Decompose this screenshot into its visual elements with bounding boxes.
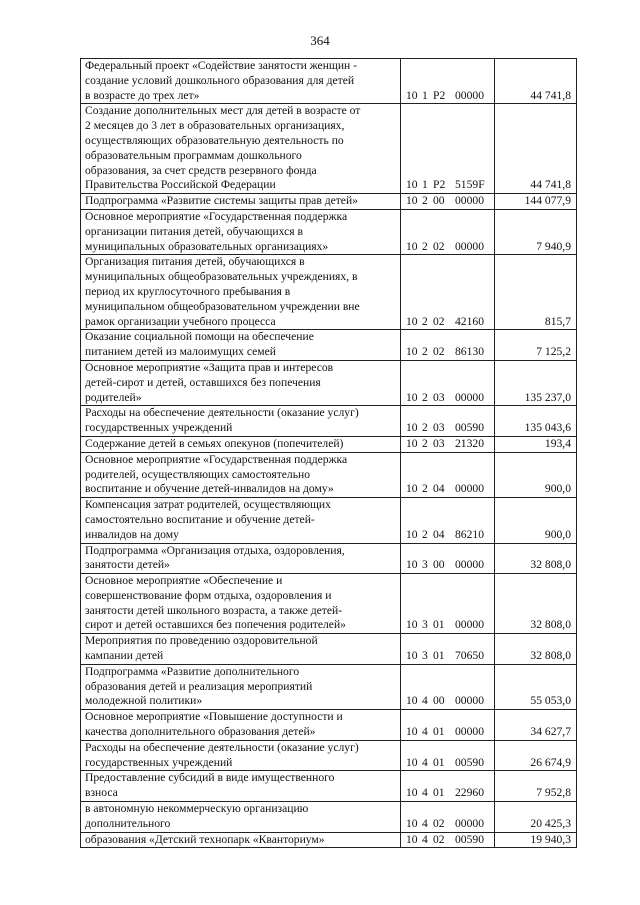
code-part: 01 <box>433 649 445 663</box>
code-part: 70650 <box>455 649 484 663</box>
table-row <box>81 802 577 833</box>
row-name: Содержание детей в семьях опекунов (попечителей) <box>81 436 401 452</box>
code-part: 10 <box>406 345 418 359</box>
code-part: 00000 <box>455 88 484 102</box>
row-code <box>401 436 495 452</box>
code-part: 04 <box>433 482 445 496</box>
code-part: 2 <box>422 527 428 541</box>
table-row <box>81 194 577 210</box>
code-part: 03 <box>433 421 445 435</box>
code-part: 02 <box>433 239 445 253</box>
table-row <box>81 406 577 437</box>
row-code <box>401 194 495 210</box>
code-part: 00000 <box>455 194 484 208</box>
code-part: P2 <box>433 88 446 102</box>
code-part: 4 <box>422 832 428 846</box>
row-name: Организация питания детей, обучающихся в муниципальных общеобразовательных учреждениях, в период их круглосуточного пребывания в муниципальном общеобразовательном учреждении вне рамок организации учебного процесса <box>81 255 401 330</box>
code-part: 00 <box>433 194 445 208</box>
table-row <box>81 710 577 741</box>
code-part: 10 <box>406 239 418 253</box>
row-name: Предоставление субсидий в виде имущественного взноса <box>81 771 401 802</box>
code-part: 00590 <box>455 832 484 846</box>
table-row <box>81 771 577 802</box>
row-name: Компенсация затрат родителей, осуществляющих самостоятельно воспитание и обучение детей- инвалидов на дому <box>81 498 401 543</box>
code-part: 10 <box>406 482 418 496</box>
table-row <box>81 543 577 574</box>
row-code <box>401 209 495 254</box>
code-part: 5159F <box>455 178 485 192</box>
row-name: образования «Детский технопарк «Кванториум» <box>81 832 401 848</box>
row-name: Расходы на обеспечение деятельности (оказание услуг) государственных учреждений <box>81 406 401 437</box>
table-row <box>81 574 577 634</box>
code-part: 10 <box>406 178 418 192</box>
code-part: 10 <box>406 649 418 663</box>
code-part: 00000 <box>455 558 484 572</box>
code-part: 00000 <box>455 482 484 496</box>
row-amount: 34 627,7 <box>495 710 577 741</box>
code-part: 2 <box>422 482 428 496</box>
row-code <box>401 59 495 104</box>
row-amount: 135 237,0 <box>495 360 577 405</box>
row-amount: 900,0 <box>495 452 577 497</box>
table-row <box>81 330 577 361</box>
row-amount: 44 741,8 <box>495 59 577 104</box>
row-code <box>401 710 495 741</box>
row-name: Создание дополнительных мест для детей в возрасте от 2 месяцев до 3 лет в образовательных организациях, осуществляющих образовательную деятельность по образовательным программам дошкольного образования, за счет средств резервного фонда Правительства Российской Федерации <box>81 104 401 194</box>
row-amount: 32 808,0 <box>495 574 577 634</box>
row-amount: 55 053,0 <box>495 664 577 709</box>
row-code <box>401 771 495 802</box>
code-part: 4 <box>422 816 428 830</box>
row-amount: 20 425,3 <box>495 802 577 833</box>
row-name: Расходы на обеспечение деятельности (оказание услуг) государственных учреждений <box>81 740 401 771</box>
code-part: 2 <box>422 194 428 208</box>
table-row <box>81 664 577 709</box>
code-part: 00000 <box>455 725 484 739</box>
code-part: 00590 <box>455 755 484 769</box>
code-part: 2 <box>422 345 428 359</box>
budget-table <box>80 58 577 848</box>
row-amount: 7 952,8 <box>495 771 577 802</box>
row-name: Подпрограмма «Развитие системы защиты прав детей» <box>81 194 401 210</box>
code-part: 00000 <box>455 390 484 404</box>
code-part: 02 <box>433 832 445 846</box>
row-code <box>401 452 495 497</box>
row-name: Мероприятия по проведению оздоровительной кампании детей <box>81 634 401 665</box>
row-code <box>401 574 495 634</box>
row-name: Подпрограмма «Развитие дополнительного образования детей и реализация мероприятий молодежной политики» <box>81 664 401 709</box>
row-name: Основное мероприятие «Повышение доступности и качества дополнительного образования детей» <box>81 710 401 741</box>
code-part: 2 <box>422 239 428 253</box>
row-name: Оказание социальной помощи на обеспечение питанием детей из малоимущих семей <box>81 330 401 361</box>
code-part: 4 <box>422 694 428 708</box>
code-part: 10 <box>406 558 418 572</box>
code-part: 4 <box>422 725 428 739</box>
code-part: 10 <box>406 816 418 830</box>
code-part: 42160 <box>455 314 484 328</box>
row-amount: 900,0 <box>495 498 577 543</box>
code-part: 00000 <box>455 816 484 830</box>
code-part: P2 <box>433 178 446 192</box>
row-amount: 7 125,2 <box>495 330 577 361</box>
code-part: 10 <box>406 88 418 102</box>
row-code <box>401 255 495 330</box>
code-part: 10 <box>406 725 418 739</box>
row-amount: 193,4 <box>495 436 577 452</box>
code-part: 00 <box>433 694 445 708</box>
row-code <box>401 740 495 771</box>
table-row <box>81 740 577 771</box>
code-part: 3 <box>422 558 428 572</box>
code-part: 10 <box>406 618 418 632</box>
row-amount: 26 674,9 <box>495 740 577 771</box>
code-part: 2 <box>422 421 428 435</box>
row-name: Подпрограмма «Организация отдыха, оздоровления, занятости детей» <box>81 543 401 574</box>
code-part: 86130 <box>455 345 484 359</box>
row-amount: 19 940,3 <box>495 832 577 848</box>
row-amount: 32 808,0 <box>495 543 577 574</box>
code-part: 10 <box>406 314 418 328</box>
row-amount: 44 741,8 <box>495 104 577 194</box>
code-part: 10 <box>406 390 418 404</box>
row-amount: 32 808,0 <box>495 634 577 665</box>
table-row <box>81 498 577 543</box>
row-name: в автономную некоммерческую организацию дополнительного <box>81 802 401 833</box>
row-name: Основное мероприятие «Обеспечение и совершенствование форм отдыха, оздоровления и занятости детей школьного возраста, а также детей- сирот и детей оставшихся без попечения родителей» <box>81 574 401 634</box>
code-part: 86210 <box>455 527 484 541</box>
row-code <box>401 330 495 361</box>
row-amount: 144 077,9 <box>495 194 577 210</box>
code-part: 02 <box>433 314 445 328</box>
row-name: Основное мероприятие «Государственная поддержка родителей, осуществляющих самостоятельно воспитание и обучение детей-инвалидов на дому» <box>81 452 401 497</box>
code-part: 00000 <box>455 239 484 253</box>
row-code <box>401 832 495 848</box>
table-row <box>81 634 577 665</box>
code-part: 10 <box>406 832 418 846</box>
row-code <box>401 360 495 405</box>
code-part: 21320 <box>455 436 484 450</box>
row-name: Федеральный проект «Содействие занятости женщин - создание условий дошкольного образования для детей в возрасте до трех лет» <box>81 59 401 104</box>
code-part: 2 <box>422 314 428 328</box>
table-row <box>81 436 577 452</box>
code-part: 10 <box>406 755 418 769</box>
row-code <box>401 664 495 709</box>
code-part: 4 <box>422 786 428 800</box>
code-part: 1 <box>422 88 428 102</box>
row-name: Основное мероприятие «Государственная поддержка организации питания детей, обучающихся в муниципальных образовательных организациях» <box>81 209 401 254</box>
code-part: 3 <box>422 618 428 632</box>
table-row <box>81 59 577 104</box>
code-part: 10 <box>406 194 418 208</box>
code-part: 02 <box>433 345 445 359</box>
code-part: 00000 <box>455 618 484 632</box>
code-part: 10 <box>406 421 418 435</box>
row-code <box>401 543 495 574</box>
code-part: 10 <box>406 694 418 708</box>
code-part: 3 <box>422 649 428 663</box>
code-part: 22960 <box>455 786 484 800</box>
page-number: 364 <box>310 33 330 48</box>
code-part: 01 <box>433 725 445 739</box>
code-part: 10 <box>406 786 418 800</box>
code-part: 1 <box>422 178 428 192</box>
row-code <box>401 802 495 833</box>
row-amount: 7 940,9 <box>495 209 577 254</box>
row-code <box>401 104 495 194</box>
code-part: 01 <box>433 786 445 800</box>
code-part: 2 <box>422 390 428 404</box>
row-amount: 815,7 <box>495 255 577 330</box>
code-part: 03 <box>433 436 445 450</box>
table-row <box>81 452 577 497</box>
code-part: 10 <box>406 527 418 541</box>
code-part: 4 <box>422 755 428 769</box>
table-row <box>81 255 577 330</box>
row-code <box>401 634 495 665</box>
table-row <box>81 209 577 254</box>
code-part: 03 <box>433 390 445 404</box>
code-part: 04 <box>433 527 445 541</box>
code-part: 00590 <box>455 421 484 435</box>
code-part: 00000 <box>455 694 484 708</box>
code-part: 02 <box>433 816 445 830</box>
code-part: 2 <box>422 436 428 450</box>
code-part: 10 <box>406 436 418 450</box>
row-code <box>401 406 495 437</box>
row-name: Основное мероприятие «Защита прав и интересов детей-сирот и детей, оставшихся без попечения родителей» <box>81 360 401 405</box>
table-row <box>81 104 577 194</box>
code-part: 01 <box>433 755 445 769</box>
code-part: 01 <box>433 618 445 632</box>
table-row <box>81 360 577 405</box>
row-amount: 135 043,6 <box>495 406 577 437</box>
row-code <box>401 498 495 543</box>
code-part: 00 <box>433 558 445 572</box>
table-row <box>81 832 577 848</box>
